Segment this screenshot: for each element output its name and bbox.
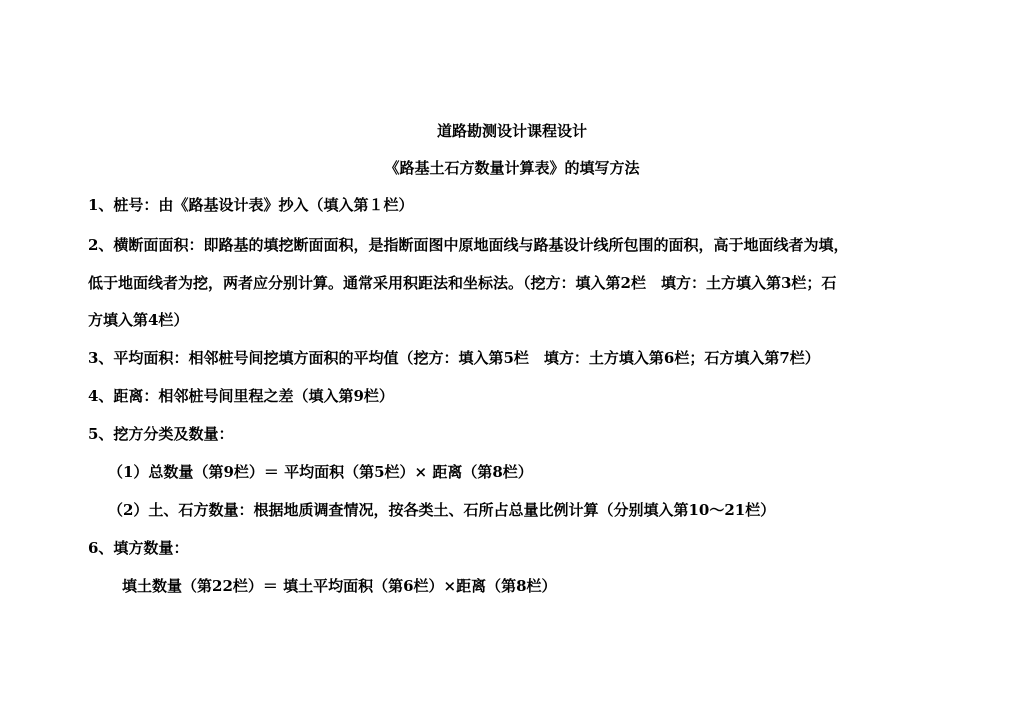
document-subtitle: 《路基土石方数量计算表》的填写方法 [384, 159, 640, 177]
item-5-sub-2: （2）土、石方数量：根据地质调查情况，按各类土、石所占总量比例计算（分别填入第10～21栏） [108, 501, 776, 519]
item-6-fill-heading: 6、填方数量： [88, 539, 189, 557]
document-title: 道路勘测设计课程设计 [436, 122, 587, 140]
item-5-excavation-heading: 5、挖方分类及数量： [88, 425, 234, 443]
item-2-cross-section-area: 2、横断面面积：即路基的填挖断面面积，是指断面图中原地面线与路基设计线所包围的面积，高于地面线者为填， [88, 236, 849, 254]
item-2-continuation-1: 低于地面线者为挖，两者应分别计算。通常采用积距法和坐标法。（挖方：填入第2栏 填方：土方填入第3栏；石 [88, 274, 837, 292]
item-5-sub-1: （1）总数量（第9栏）＝ 平均面积（第5栏）× 距离（第8栏） [108, 463, 533, 481]
item-6-fill-formula: 填土数量（第22栏）＝ 填土平均面积（第6栏）×距离（第8栏） [122, 577, 557, 595]
item-3-average-area: 3、平均面积：相邻桩号间挖填方面积的平均值（挖方：填入第5栏 填方：土方填入第6栏；石方填入第7栏） [88, 349, 820, 367]
item-4-distance: 4、距离：相邻桩号间里程之差（填入第9栏） [88, 387, 394, 405]
item-1-stake-number: 1、桩号：由《路基设计表》抄入（填入第１栏） [88, 196, 414, 214]
item-2-continuation-2: 方填入第4栏） [88, 311, 189, 329]
